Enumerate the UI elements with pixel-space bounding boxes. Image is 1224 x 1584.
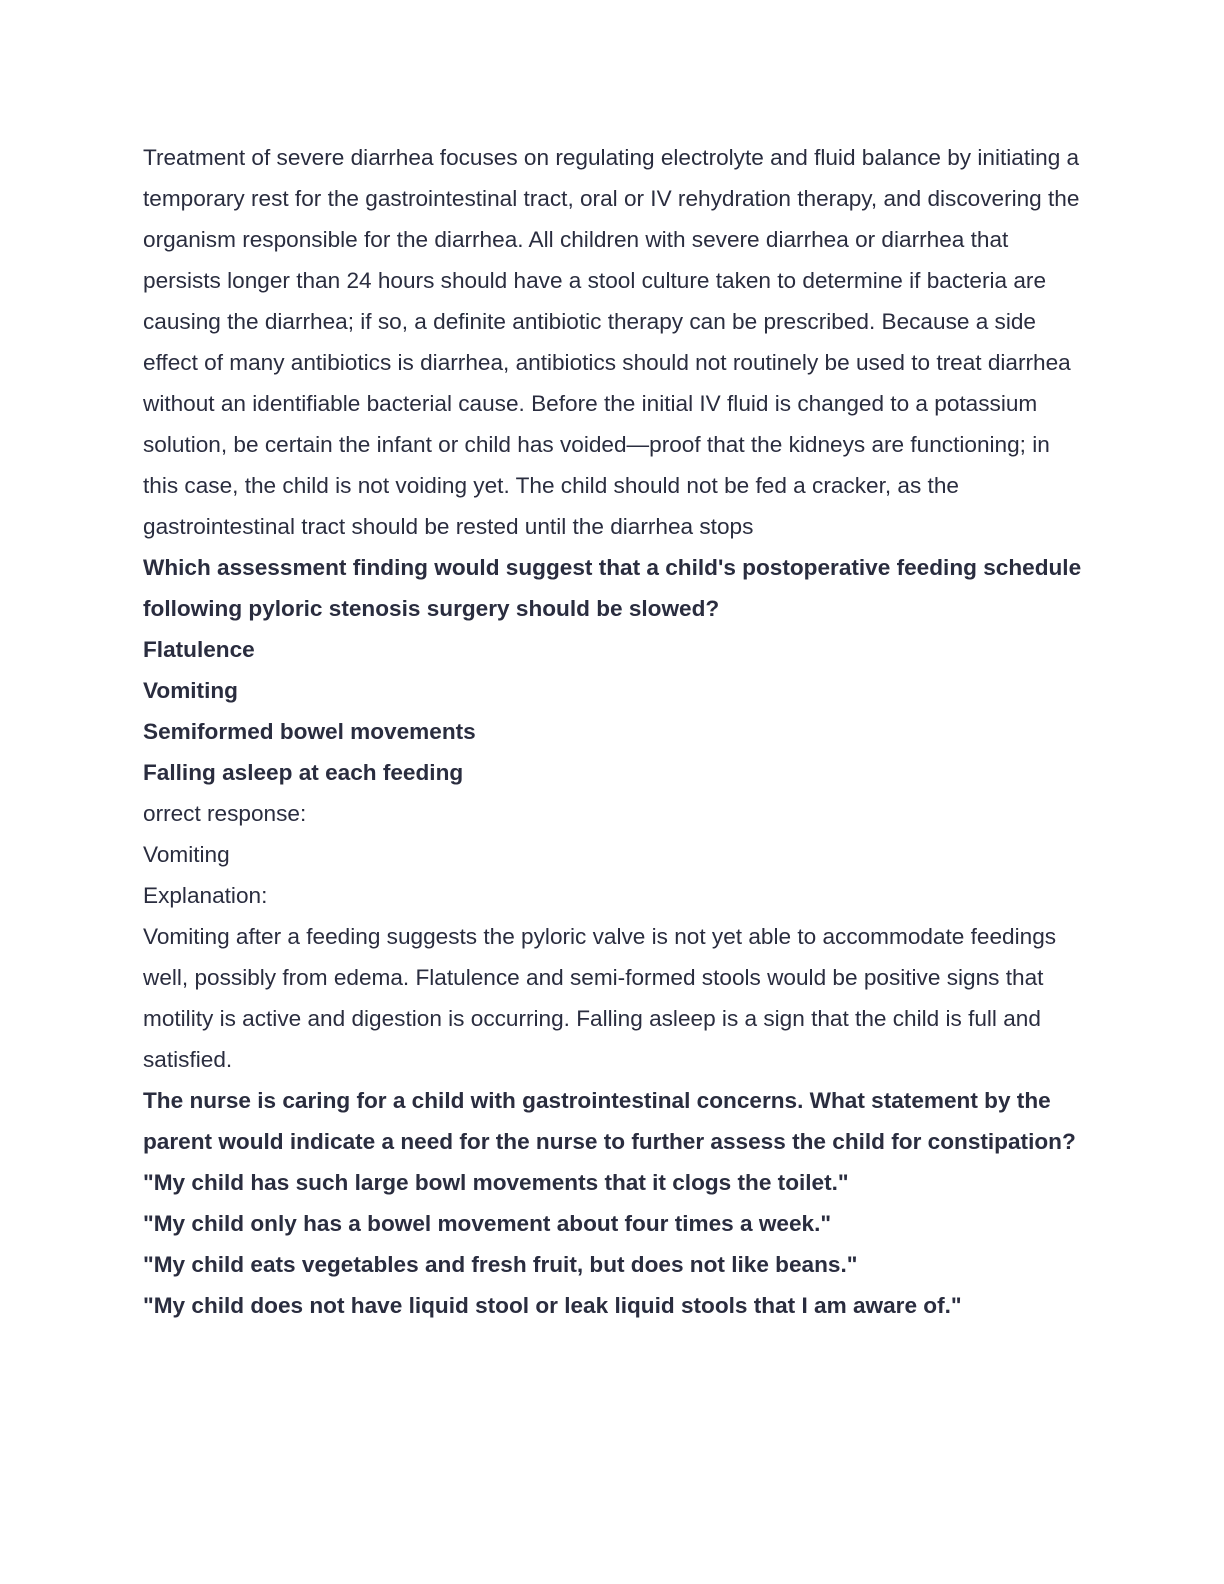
explanation-label: Explanation: — [143, 883, 268, 908]
explanation-text: Vomiting after a feeding suggests the pyloric valve is not yet able to accommodate feedings well, possibly from edema. Flatulence and semi-formed stools would be positive signs that motility is active and digestion is occurring. Falling asleep is a sign that the child is full and satisfied. — [143, 924, 1057, 1072]
question-1-option: Vomiting — [143, 678, 238, 703]
question-2-option: "My child does not have liquid stool or leak liquid stools that I am aware of." — [143, 1293, 962, 1318]
question-1-option: Semiformed bowel movements — [143, 719, 476, 744]
question-2-text: The nurse is caring for a child with gastrointestinal concerns. What statement by the parent would indicate a need for the nurse to further assess the child for constipation? — [143, 1088, 1076, 1154]
correct-response-answer: Vomiting — [143, 842, 230, 867]
question-1-option: Flatulence — [143, 637, 255, 662]
question-1-text: Which assessment finding would suggest that a child's postoperative feeding schedule following pyloric stenosis surgery should be slowed? — [143, 555, 1082, 621]
question-2-option: "My child eats vegetables and fresh fruit, but does not like beans." — [143, 1252, 858, 1277]
document-page — [143, 137, 1083, 1326]
question-2-option: "My child has such large bowl movements that it clogs the toilet." — [143, 1170, 849, 1195]
correct-response-label: orrect response: — [143, 801, 307, 826]
question-2-option: "My child only has a bowel movement about four times a week." — [143, 1211, 832, 1236]
question-1-option: Falling asleep at each feeding — [143, 760, 464, 785]
intro-paragraph: Treatment of severe diarrhea focuses on regulating electrolyte and fluid balance by initiating a temporary rest for the gastrointestinal tract, oral or IV rehydration therapy, and discovering the organism responsible for the diarrhea. All children with severe diarrhea or diarrhea that persists longer than 24 hours should have a stool culture taken to determine if bacteria are causing the diarrhea; if so, a definite antibiotic therapy can be prescribed. Because a side effect of many antibiotics is diarrhea, antibiotics should not routinely be used to treat diarrhea without an identifiable bacterial cause. Before the initial IV fluid is changed to a potassium solution, be certain the infant or child has voided—proof that the kidneys are functioning; in this case, the child is not voiding yet. The child should not be fed a cracker, as the gastrointestinal tract should be rested until the diarrhea stops — [143, 145, 1080, 539]
